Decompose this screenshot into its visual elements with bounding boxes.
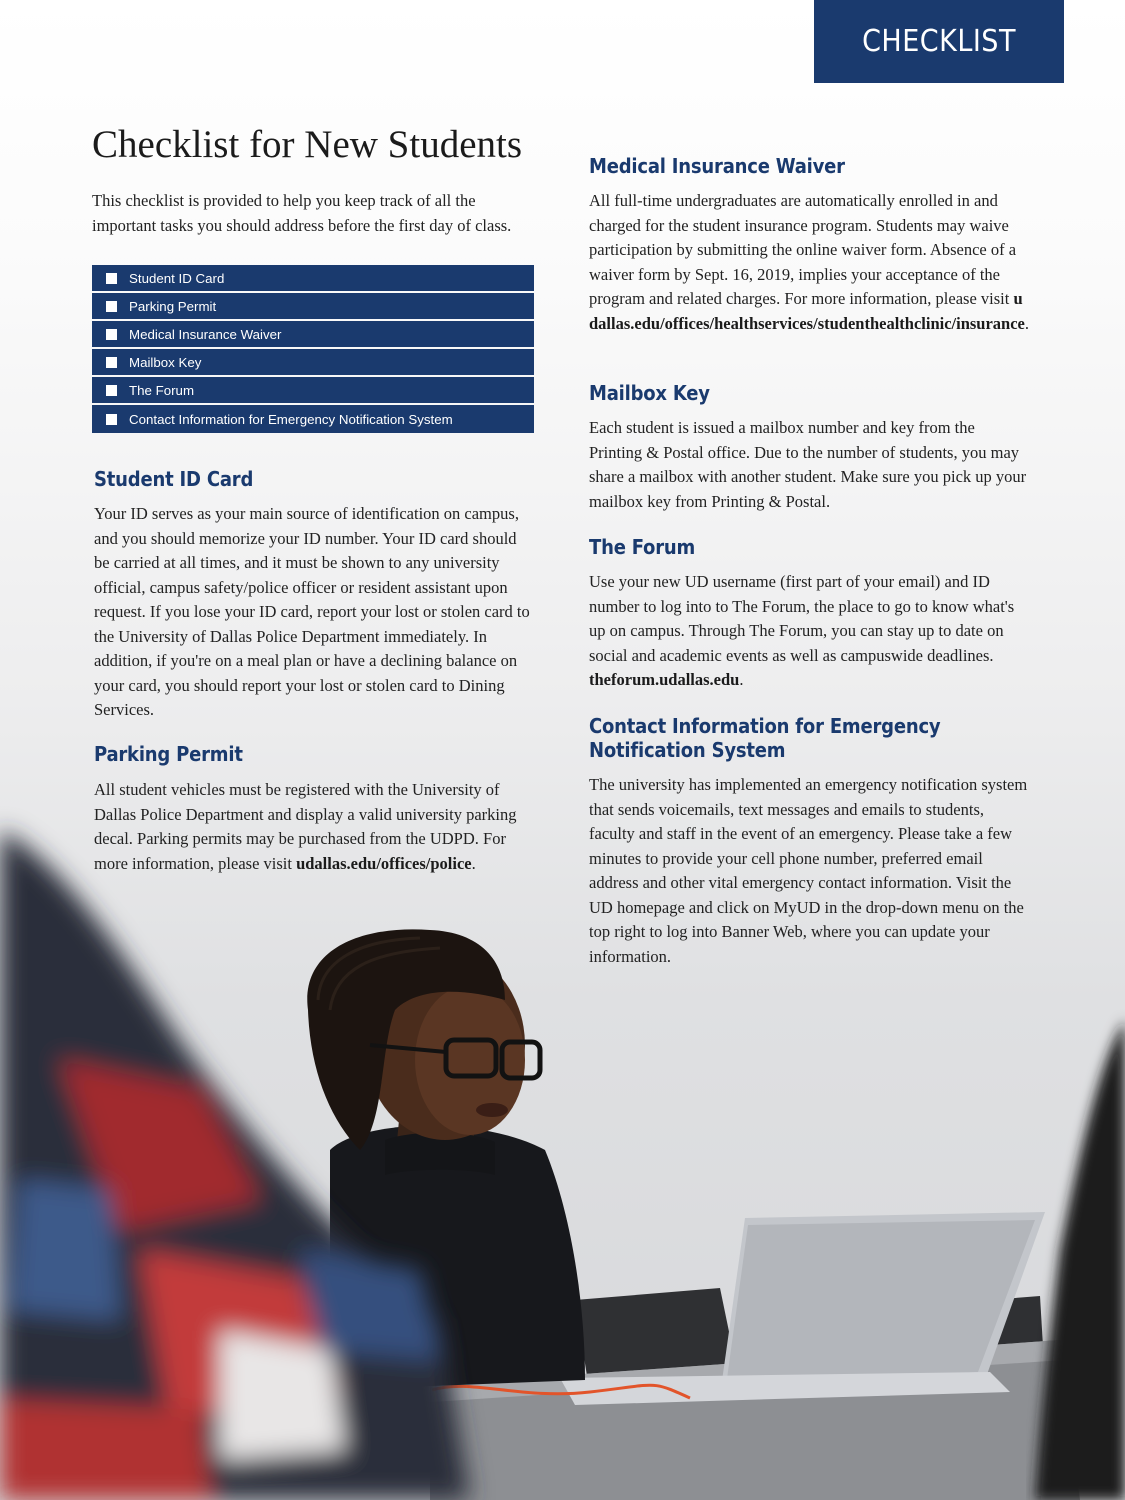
parking-heading: Parking Permit xyxy=(94,742,243,766)
checklist-item-label: Medical Insurance Waiver xyxy=(129,326,282,342)
student-id-text: Your ID serves as your main source of identification on campus, and you should memorize your ID number. Your ID card should be carried at all times, and it must be shown to any university official, campus safety/police officer or resident assistant upon request. If you lose your ID card, report your lost or stolen card to the University of Dallas Police Department immediately. In addition, if you're on a meal plan or have a declining balance on your card, you should report your lost or stolen card to Dining Services. xyxy=(94,504,530,719)
checklist-item[interactable] xyxy=(92,293,534,319)
checklist-item[interactable] xyxy=(92,321,534,347)
checklist-item[interactable] xyxy=(92,377,534,403)
forum-end: . xyxy=(739,670,744,689)
section-tab: CHECKLIST xyxy=(814,0,1064,83)
checklist-item[interactable] xyxy=(92,349,534,375)
checklist-item[interactable] xyxy=(92,405,534,433)
emergency-heading xyxy=(589,714,940,762)
page-title: Checklist for New Students xyxy=(92,123,523,166)
insurance-link[interactable]: udallas.edu/offices/healthservices/studenthealthclinic/insurance xyxy=(589,289,1025,333)
emergency-text: The university has implemented an emergency notification system that sends voicemails, text messages and emails to students, faculty and staff in the event of an emergency. Please take a few minutes to provide your cell phone number, preferred email address and other vital emergency contact information. Visit the UD homepage and click on MyUD in the drop-down menu on the top right to log into Banner Web, where you can update your information. xyxy=(589,775,1028,966)
checkbox[interactable] xyxy=(106,385,117,396)
emergency-heading-line1: Contact Information for Emergency xyxy=(589,714,941,738)
checklist-item-label: Contact Information for Emergency Notification System xyxy=(129,411,453,427)
parking-text xyxy=(94,778,536,876)
insurance-body: All full-time undergraduates are automatically enrolled in and charged for the student insurance program. Students may waive participation by submitting the online waiver form. Absence of a waiver form by Sept. 16, 2019, implies your acceptance of the program and related charges. For more information, please visit xyxy=(589,191,1017,308)
parking-body: All student vehicles must be registered with the University of Dallas Police Department and display a valid university parking decal. Parking permits may be purchased from the UDPD. For more information, please visit xyxy=(94,780,517,873)
checklist-item-label: Mailbox Key xyxy=(129,354,202,370)
forum-body: Use your new UD username (first part of your email) and ID number to log into to The Forum, the place to go to know what's up on campus. Through The Forum, you can stay up to date on social and academic events as well as campuswide deadlines. xyxy=(589,572,1015,665)
insurance-end: . xyxy=(1024,313,1029,333)
student-id-heading: Student ID Card xyxy=(94,467,254,491)
checkbox[interactable] xyxy=(106,414,117,425)
checklist-item[interactable] xyxy=(92,265,534,291)
checkbox[interactable] xyxy=(106,357,117,368)
emergency-heading-line2: Notification System xyxy=(589,738,786,762)
police-link[interactable]: udallas.edu/offices/police xyxy=(296,853,472,873)
mailbox-text: Each student is issued a mailbox number and key from the Printing & Postal office. Due to the number of students, you may share a mailbox with another student. Make sure you pick up your mailbox key from Printing & Postal. xyxy=(589,418,1027,511)
insurance-text xyxy=(589,189,1031,336)
checkbox[interactable] xyxy=(106,273,117,284)
mailbox-heading: Mailbox Key xyxy=(589,381,710,405)
insurance-heading: Medical Insurance Waiver xyxy=(589,154,845,178)
forum-link[interactable]: theforum.udallas.edu xyxy=(589,670,740,689)
checklist-item-label: The Forum xyxy=(129,382,195,398)
forum-text xyxy=(589,570,1031,693)
checklist-item-label: Student ID Card xyxy=(129,270,225,286)
parking-end: . xyxy=(471,853,476,873)
checkbox[interactable] xyxy=(106,301,117,312)
forum-heading: The Forum xyxy=(589,535,696,559)
checkbox[interactable] xyxy=(106,329,117,340)
checklist-item-label: Parking Permit xyxy=(129,298,217,314)
intro-text: This checklist is provided to help you keep track of all the important tasks you should address before the first day of class. xyxy=(92,191,512,235)
checklist xyxy=(92,265,534,433)
